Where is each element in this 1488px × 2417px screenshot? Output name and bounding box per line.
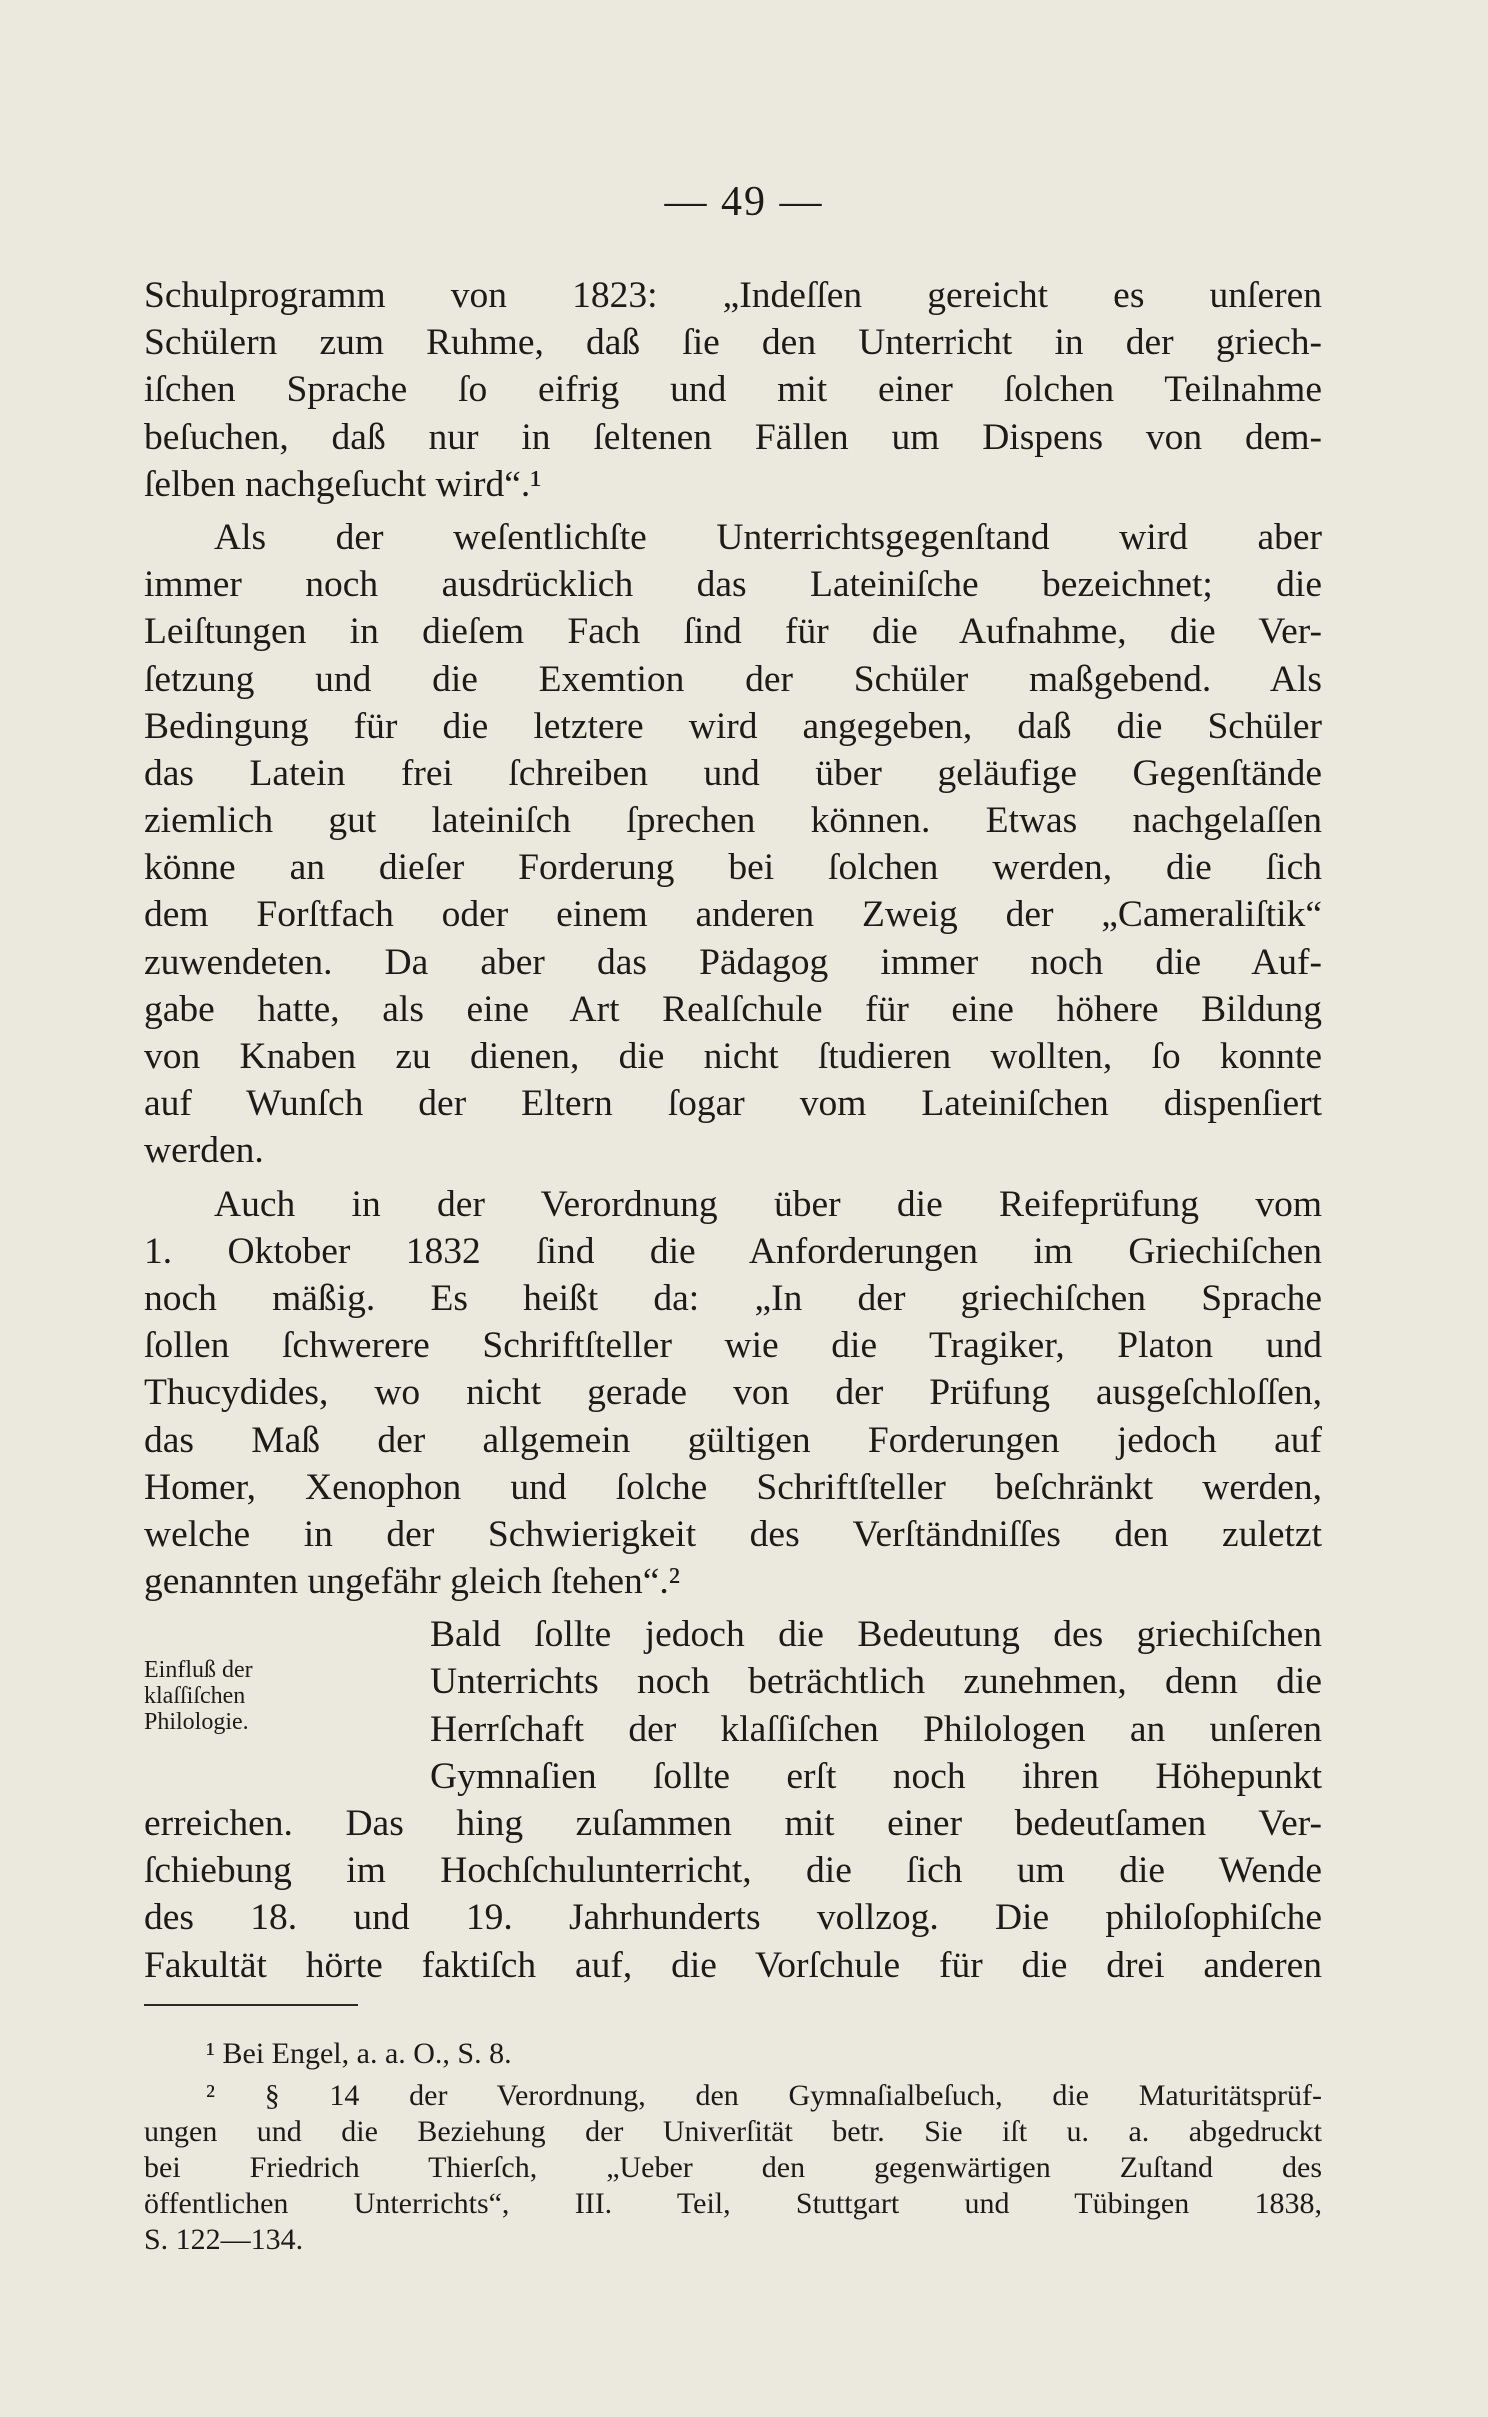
footnote-2-line: ungen und die Beziehung der Univerſität betr. Sie iſt u. a. abgedruckt: [144, 2115, 1322, 2148]
body-text: [144, 272, 1322, 1989]
body-line: Homer, Xenophon und ſolche Schriftſteller beſchränkt werden,: [144, 1466, 1322, 1508]
footnote-2-line: bei Friedrich Thierſch, „Ueber den gegenwärtigen Zuſtand des: [144, 2151, 1322, 2184]
body-line: ziemlich gut lateiniſch ſprechen können. Etwas nachgelaſſen: [144, 800, 1322, 842]
body-line: iſchen Sprache ſo eifrig und mit einer ſolchen Teilnahme: [144, 369, 1322, 411]
body-line: genannten ungefähr gleich ſtehen“.²: [144, 1561, 681, 1603]
marginal-note: [144, 1657, 314, 1735]
footnotes: [144, 2036, 1322, 2258]
footnote-2-line: S. 122—134.: [144, 2223, 304, 2256]
body-line: des 18. und 19. Jahrhunderts vollzog. Die philoſophiſche: [144, 1897, 1322, 1939]
body-line: immer noch ausdrücklich das Lateiniſche bezeichnet; die: [144, 564, 1322, 606]
body-line: noch mäßig. Es heißt da: „In der griechiſchen Sprache: [144, 1277, 1322, 1319]
body-line: auf Wunſch der Eltern ſogar vom Lateiniſchen dispenſiert: [144, 1083, 1322, 1125]
marginal-note-line: Philologie.: [144, 1709, 249, 1735]
body-line: ſelben nachgeſucht wird“.¹: [144, 463, 542, 505]
body-line: Leiſtungen in dieſem Fach ſind für die Aufnahme, die Ver-: [144, 611, 1322, 653]
body-line: Gymnaſien ſollte erſt noch ihren Höhepunkt: [430, 1755, 1322, 1797]
body-line: welche in der Schwierigkeit des Verſtändniſſes den zuletzt: [144, 1513, 1322, 1555]
body-line: dem Forſtfach oder einem anderen Zweig der „Cameraliſtik“: [144, 894, 1322, 936]
body-line: Als der weſentlichſte Unterrichtsgegenſtand wird aber: [214, 516, 1322, 558]
body-line: Thucydides, wo nicht gerade von der Prüfung ausgeſchloſſen,: [144, 1372, 1322, 1414]
body-line: Bald ſollte jedoch die Bedeutung des griechiſchen: [430, 1614, 1322, 1656]
body-line: 1. Oktober 1832 ſind die Anforderungen im Griechiſchen: [144, 1230, 1322, 1272]
body-line: Fakultät hörte faktiſch auf, die Vorſchule für die drei anderen: [144, 1944, 1322, 1986]
body-line: gabe hatte, als eine Art Realſchule für eine höhere Bildung: [144, 988, 1322, 1030]
footnote-1: ¹ Bei Engel, a. a. O., S. 8.: [206, 2037, 512, 2070]
body-line: werden.: [144, 1130, 264, 1172]
body-line: Schülern zum Ruhme, daß ſie den Unterricht in der griech-: [144, 322, 1322, 364]
body-line: könne an dieſer Forderung bei ſolchen werden, die ſich: [144, 847, 1322, 889]
footnote-divider: [144, 2004, 358, 2006]
body-line: zuwendeten. Da aber das Pädagog immer noch die Auf-: [144, 941, 1322, 983]
body-line: das Maß der allgemein gültigen Forderungen jedoch auf: [144, 1419, 1322, 1461]
body-line: ſchiebung im Hochſchulunterricht, die ſich um die Wende: [144, 1850, 1322, 1892]
marginal-note-line: klaſſiſchen: [144, 1683, 246, 1709]
marginal-note-line: Einfluß der: [144, 1657, 253, 1683]
body-line: von Knaben zu dienen, die nicht ſtudieren wollten, ſo konnte: [144, 1036, 1322, 1077]
body-line: Auch in der Verordnung über die Reifeprüfung vom: [214, 1183, 1322, 1225]
body-line: beſuchen, daß nur in ſeltenen Fällen um Dispens von dem-: [144, 416, 1322, 458]
body-line: das Latein frei ſchreiben und über geläufige Gegenſtände: [144, 752, 1322, 794]
footnote-2-line: ² § 14 der Verordnung, den Gymnaſialbeſuch, die Maturitätsprüf-: [206, 2079, 1322, 2112]
body-line: Unterrichts noch beträchtlich zunehmen, denn die: [430, 1661, 1322, 1703]
body-line: erreichen. Das hing zuſammen mit einer bedeutſamen Ver-: [144, 1803, 1322, 1844]
body-line: Herrſchaft der klaſſiſchen Philologen an unſeren: [430, 1708, 1322, 1750]
page-number: — 49 —: [664, 179, 824, 225]
body-line: ſetzung und die Exemtion der Schüler maßgebend. Als: [144, 658, 1322, 700]
body-line: Schulprogramm von 1823: „Indeſſen gereicht es unſeren: [144, 275, 1322, 316]
footnote-2-line: öffentlichen Unterrichts“, III. Teil, Stuttgart und Tübingen 1838,: [144, 2187, 1322, 2220]
body-line: ſollen ſchwerere Schriftſteller wie die Tragiker, Platon und: [144, 1325, 1322, 1367]
body-line: Bedingung für die letztere wird angegeben, daß die Schüler: [144, 705, 1322, 747]
